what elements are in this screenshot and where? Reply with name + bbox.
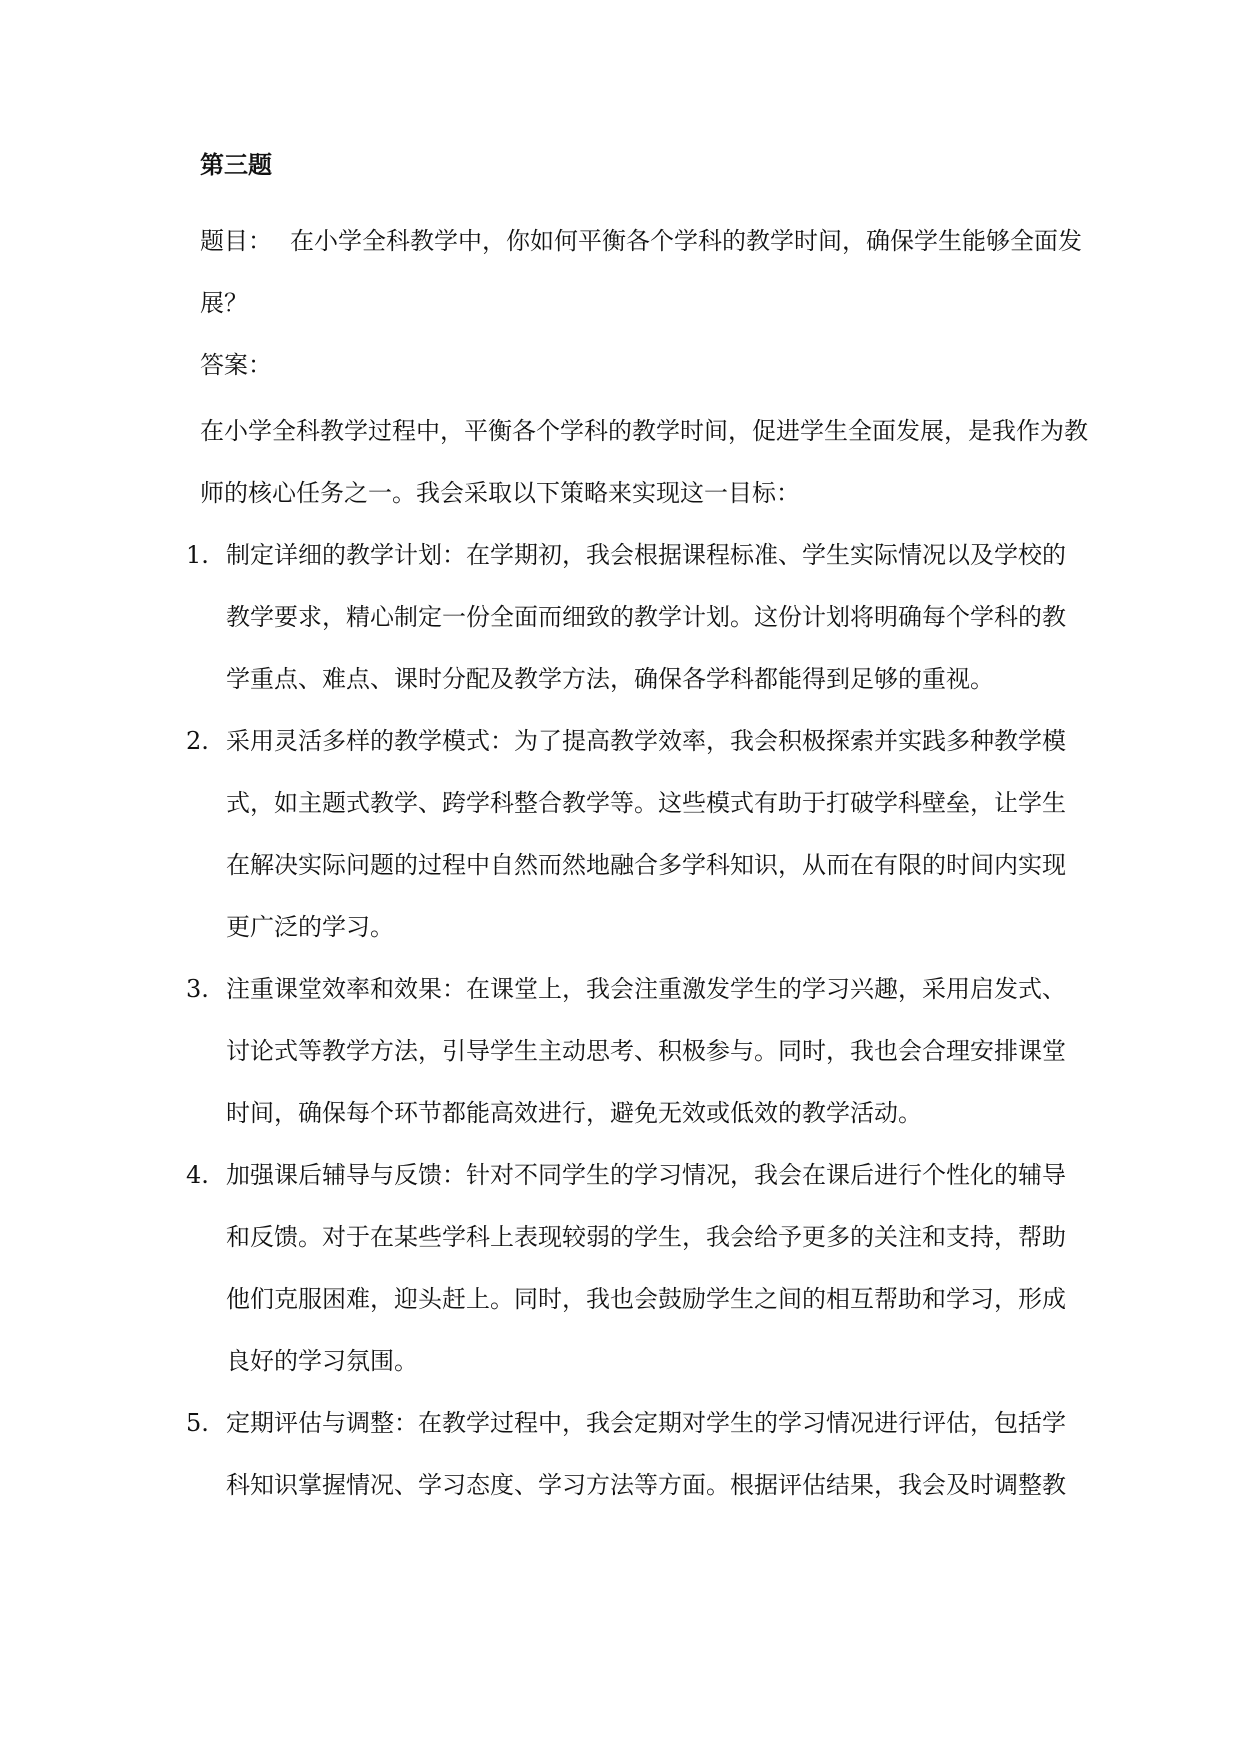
list-item-text: 采用灵活多样的教学模式：为了提高教学效率，我会积极探索并实践多种教学模式，如主题式教学、跨学科整合教学等。这些模式有助于打破学科壁垒，让学生在解决实际问题的过程中自然而然地融合多学科知识，从而在有限的时间内实现更广泛的学习。 (226, 727, 1066, 941)
list-item (0, 524, 1086, 710)
list-item-number: 2. (186, 727, 209, 755)
list-item-number: 3. (186, 975, 209, 1003)
list-item (0, 1144, 1086, 1392)
list-item-text: 制定详细的教学计划：在学期初，我会根据课程标准、学生实际情况以及学校的教学要求，精心制定一份全面而细致的教学计划。这份计划将明确每个学科的教学重点、难点、课时分配及教学方法，确保各学科都能得到足够的重视。 (226, 541, 1066, 693)
list-item-text: 定期评估与调整：在教学过程中，我会定期对学生的学习情况进行评估，包括学科知识掌握情况、学习态度、学习方法等方面。根据评估结果，我会及时调整教 (226, 1409, 1066, 1499)
list-item (0, 710, 1086, 958)
intro-paragraph: 在小学全科教学过程中，平衡各个学科的教学时间，促进学生全面发展，是我作为教师的核心任务之一。我会采取以下策略来实现这一目标： (200, 417, 1088, 507)
section-heading: 第三题 (200, 151, 272, 179)
list-item (0, 958, 1086, 1144)
list-item-number: 4. (186, 1161, 209, 1189)
list-item-text: 加强课后辅导与反馈：针对不同学生的学习情况，我会在课后进行个性化的辅导和反馈。对于在某些学科上表现较弱的学生，我会给予更多的关注和支持，帮助他们克服困难，迎头赶上。同时，我也会鼓励学生之间的相互帮助和学习，形成良好的学习氛围。 (226, 1161, 1066, 1375)
list-item (0, 1392, 1086, 1516)
question-text: 在小学全科教学中，你如何平衡各个学科的教学时间，确保学生能够全面发展？ (200, 227, 1082, 317)
list-item-number: 5. (186, 1409, 209, 1437)
answer-label: 答案： (200, 351, 272, 379)
list-item-text: 注重课堂效率和效果：在课堂上，我会注重激发学生的学习兴趣，采用启发式、讨论式等教学方法，引导学生主动思考、积极参与。同时，我也会合理安排课堂时间，确保每个环节都能高效进行，避免无效或低效的教学活动。 (226, 975, 1066, 1127)
list-item-number: 1. (186, 541, 209, 569)
question-paragraph (200, 210, 1090, 334)
question-label: 题目： (200, 227, 272, 255)
strategy-list (0, 524, 1241, 1516)
